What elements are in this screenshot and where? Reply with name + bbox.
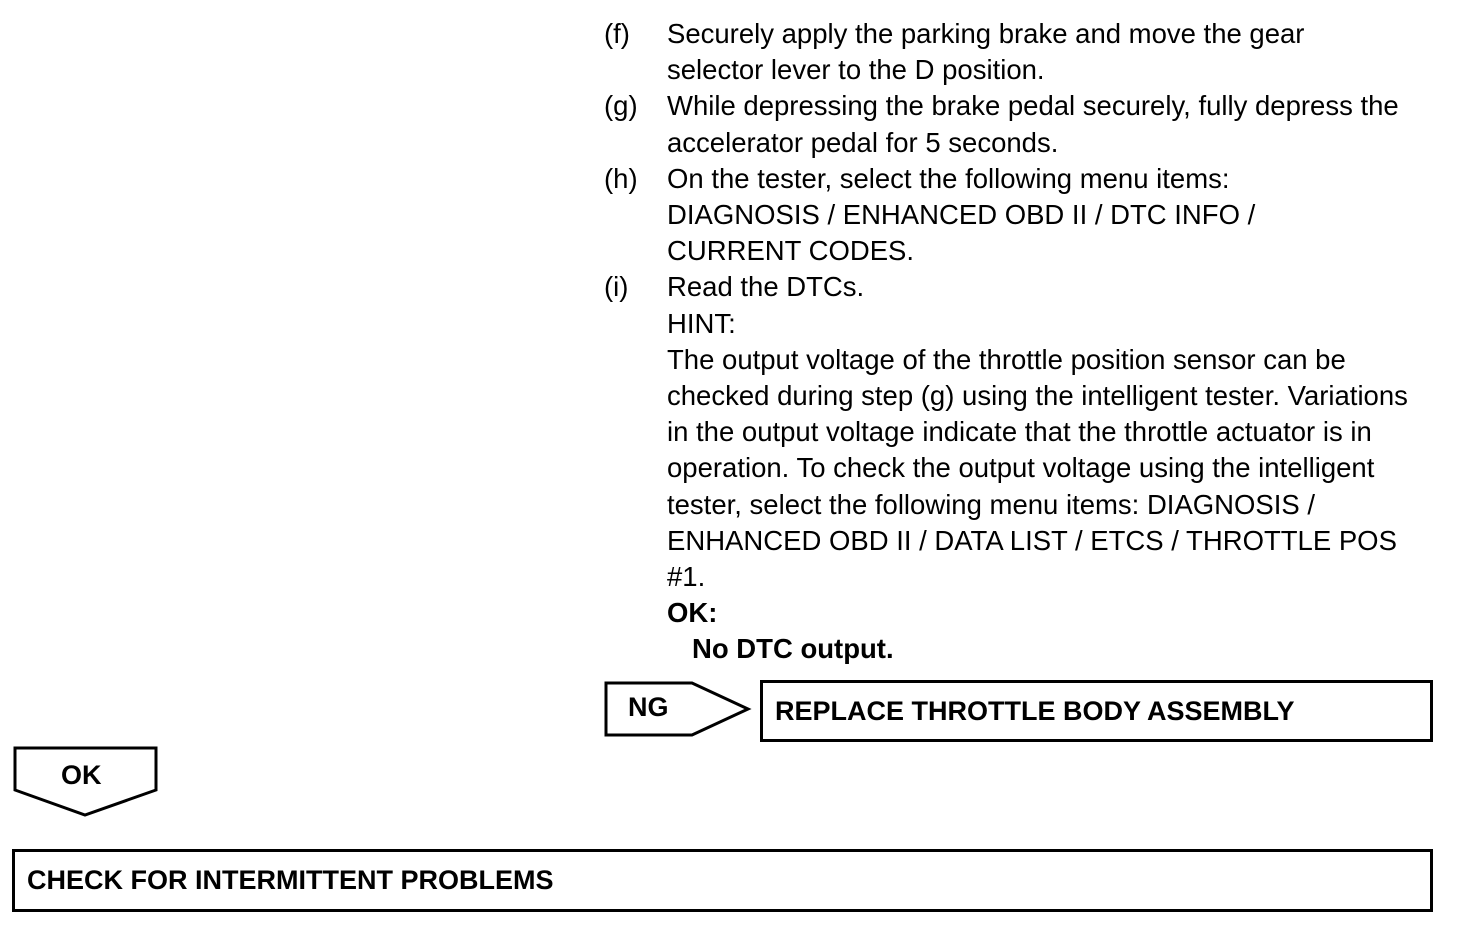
ng-flag (604, 681, 752, 738)
ok-label: OK (61, 760, 102, 790)
result-value: No DTC output. (692, 633, 894, 665)
right-arrow-flag-icon (604, 681, 752, 738)
step-text: Read the DTCs. (667, 271, 865, 303)
step-i (604, 269, 1444, 667)
step-letter: (i) (604, 271, 629, 303)
step-h (604, 161, 1444, 270)
ok-action-text: CHECK FOR INTERMITTENT PROBLEMS (27, 865, 554, 895)
step-text: While depressing the brake pedal securely, fully depress the accelerator pedal for 5 seconds. (667, 90, 1399, 158)
hint-label: HINT: (667, 307, 736, 339)
ng-action-box (760, 680, 1433, 742)
step-g (604, 88, 1444, 160)
ok-flag (13, 746, 159, 818)
step-letter: (h) (604, 162, 638, 194)
procedure-steps (604, 16, 1444, 668)
step-f (604, 16, 1444, 88)
ng-action-text: REPLACE THROTTLE BODY ASSEMBLY (775, 695, 1295, 726)
step-letter: (g) (604, 90, 638, 122)
step-text: On the tester, select the following menu items: (667, 162, 1230, 194)
ng-label: NG (628, 692, 669, 722)
menu-path: DIAGNOSIS / ENHANCED OBD II / DTC INFO / CURRENT CODES. (667, 199, 1256, 267)
hint-text: The output voltage of the throttle position sensor can be checked during step (g) using the intelligent tester. Variations in the output voltage indicate that the throttle actuator is in operation. To check the output voltage using the intelligent tester, select the following menu items: DIAGNOSIS / ENHANCED OBD II / DATA LIST / ETCS / THROTTLE POS #1. (667, 343, 1408, 593)
step-text: Securely apply the parking brake and move the gear selector lever to the D position. (667, 18, 1305, 86)
ok-action-box (12, 849, 1433, 912)
step-letter: (f) (604, 18, 630, 49)
result-label: OK: (667, 597, 718, 629)
